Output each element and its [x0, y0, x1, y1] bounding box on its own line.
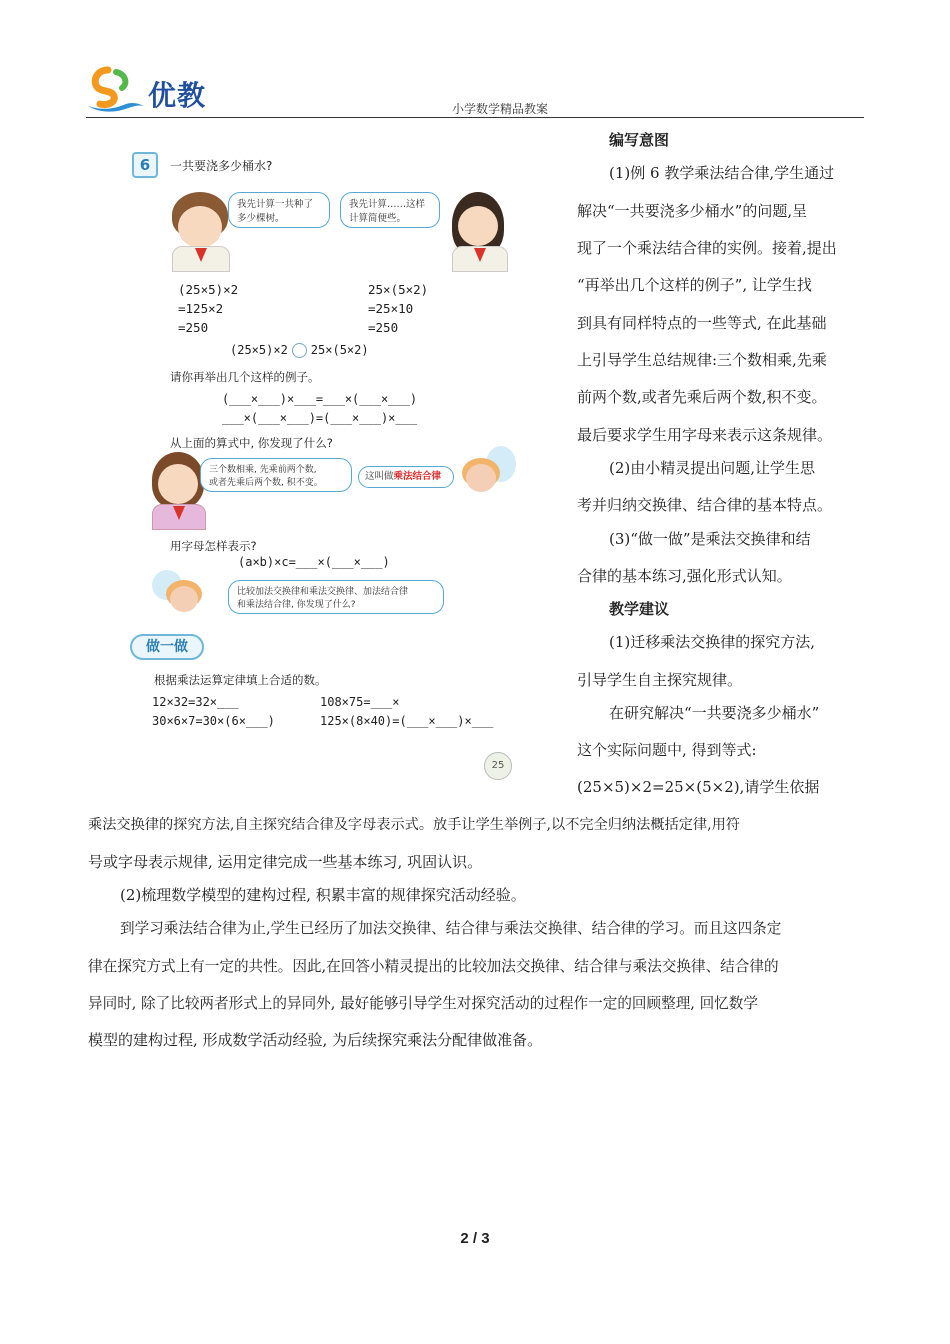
- fairy2-speech-bubble: 比较加法交换律和乘法交换律、加法结合律 和乘法结合律, 你发现了什么?: [228, 580, 444, 614]
- textbook-page-number: 25: [484, 752, 512, 780]
- commentary-line: 合律的基本练习,强化形式认知。: [577, 567, 792, 585]
- calc-left: (25×5)×2 =125×2 =250: [178, 282, 239, 335]
- compare-expression: (25×5)×2 25×(5×2): [230, 343, 369, 357]
- commentary-line: (3)“做一做”是乘法交换律和结: [609, 530, 811, 548]
- header-divider: [86, 117, 864, 118]
- logo-text: 优教: [148, 79, 207, 112]
- fairy2-illustration: [152, 570, 212, 620]
- body-line: (2)梳理数学模型的建构过程, 积累丰富的规律探究活动经验。: [120, 886, 526, 904]
- prompt-letters: 用字母怎样表示?: [170, 539, 257, 553]
- page-indicator: 2 / 3: [460, 1230, 490, 1247]
- exercise-4: 125×(8×40)=(___×___)×___: [320, 714, 494, 728]
- blank-row-2: ___×(___×___)=(___×___)×___: [222, 411, 418, 425]
- commentary-line: 引导学生自主探究规律。: [577, 671, 743, 689]
- term-associative-law: 乘法结合律: [393, 471, 442, 482]
- commentary-line: 前两个数,或者先乘后两个数,积不变。: [577, 388, 827, 406]
- logo-mark-icon: [86, 66, 146, 112]
- doyi-label: 做一做: [130, 634, 204, 660]
- heading-suggestions: 教学建议: [609, 600, 670, 618]
- commentary-line: 最后要求学生用字母来表示这条规律。: [577, 426, 833, 444]
- prompt-found: 从上面的算式中, 你发现了什么?: [170, 436, 333, 450]
- exercise-2: 108×75=___×: [320, 695, 400, 709]
- commentary-line: 现了一个乘法结合律的实例。接着,提出: [577, 239, 837, 257]
- commentary-line: 在研究解决“一共要浇多少桶水”: [609, 704, 820, 722]
- fairy-illustration: [456, 444, 516, 504]
- commentary-line: 解决“一共要浇多少桶水”的问题,呈: [577, 202, 808, 220]
- prompt-examples: 请你再举出几个这样的例子。: [170, 370, 320, 384]
- textbook-excerpt: [126, 140, 562, 790]
- body-line: 模型的建构过程, 形成数学活动经验, 为后续探究乘法分配律做准备。: [88, 1031, 543, 1049]
- girl-speech-bubble: 我先计算……这样 计算简便些。: [340, 192, 440, 228]
- commentary-line: 这个实际问题中, 得到等式:: [577, 741, 757, 759]
- calc-right: 25×(5×2) =25×10 =250: [368, 282, 429, 335]
- commentary-line: (1)例 6 教学乘法结合律,学生通过: [609, 164, 835, 182]
- commentary-line: (25×5)×2=25×(5×2),请学生依据: [577, 778, 820, 796]
- body-line: 乘法交换律的探究方法,自主探究结合律及字母表示式。放手让学生举例子,以不完全归纳法概括定律,用符: [88, 817, 740, 833]
- exercise-3: 30×6×7=30×(6×___): [152, 714, 275, 728]
- fairy-speech-bubble: 这叫做乘法结合律: [358, 466, 454, 488]
- boy-speech-bubble: 我先计算一共种了 多少棵树。: [228, 192, 330, 228]
- commentary-line: “再举出几个这样的例子”, 让学生找: [577, 276, 812, 294]
- girl2-speech-bubble: 三个数相乘, 先乘前两个数, 或者先乘后两个数, 积不变。: [200, 458, 352, 492]
- compare-circle: [292, 343, 307, 358]
- boy-illustration: [166, 192, 236, 272]
- blank-row-1: (___×___)×___=___×(___×___): [222, 392, 418, 406]
- commentary-line: 上引导学生总结规律:三个数相乘,先乘: [577, 351, 827, 369]
- example-badge: 6: [132, 152, 158, 178]
- letter-formula: (a×b)×c=___×(___×___): [238, 555, 390, 569]
- exercise-1: 12×32=32×___: [152, 695, 239, 709]
- body-line: 律在探究方式上有一定的共性。因此,在回答小精灵提出的比较加法交换律、结合律与乘法交换律、结合律的: [88, 958, 779, 975]
- commentary-line: (1)迁移乘法交换律的探究方法,: [609, 633, 816, 651]
- commentary-line: 到具有同样特点的一些等式, 在此基础: [577, 314, 827, 332]
- body-line: 到学习乘法结合律为止,学生已经历了加法交换律、结合律与乘法交换律、结合律的学习。而且这四条定: [120, 920, 782, 937]
- girl-illustration: [444, 192, 514, 272]
- example-question: 一共要浇多少桶水?: [170, 159, 273, 173]
- header-caption: 小学数学精品教案: [452, 102, 549, 116]
- commentary-line: (2)由小精灵提出问题,让学生思: [609, 459, 816, 477]
- body-line: 号或字母表示规律, 运用定律完成一些基本练习, 巩固认识。: [88, 853, 483, 871]
- doyi-prompt: 根据乘法运算定律填上合适的数。: [154, 673, 327, 687]
- heading-intent: 编写意图: [609, 131, 670, 149]
- body-line: 异同时, 除了比较两者形式上的异同外, 最好能够引导学生对探究活动的过程作一定的回顾整理, 回忆数学: [88, 995, 758, 1012]
- commentary-line: 考并归纳交换律、结合律的基本特点。: [577, 496, 833, 514]
